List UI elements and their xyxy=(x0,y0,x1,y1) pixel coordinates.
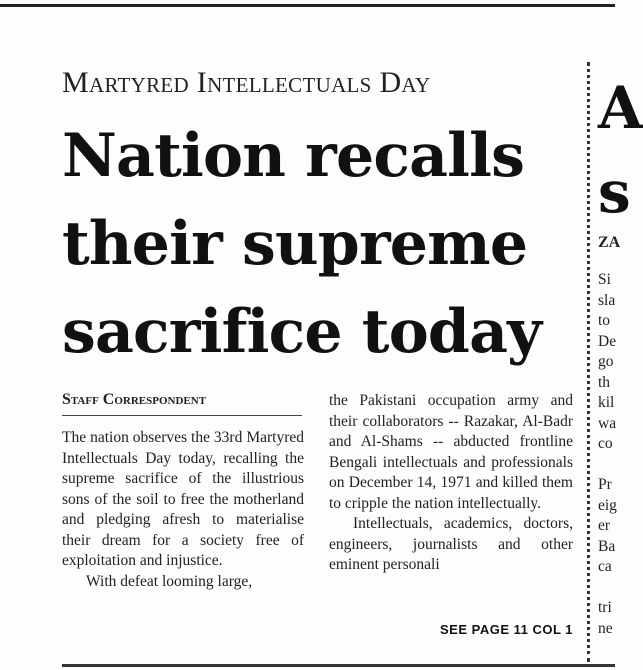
adjacent-line: eig xyxy=(598,496,617,514)
adjacent-line: De xyxy=(598,332,617,350)
adjacent-line: Pr xyxy=(598,476,612,493)
continued-jump-line: SEE PAGE 11 COL 1 xyxy=(439,622,573,637)
adjacent-line: ne xyxy=(598,619,613,637)
article-column-2 xyxy=(329,391,573,576)
adjacent-line: tri xyxy=(598,599,612,616)
adjacent-line xyxy=(598,578,617,599)
adjacent-line: kil xyxy=(598,394,615,411)
adjacent-line xyxy=(598,455,617,476)
adjacent-line: Ba xyxy=(598,537,616,555)
byline-text: Staff Correspondent xyxy=(62,391,207,408)
paragraph: Intellectuals, academics, doctors, engineers, journalists and other eminent personali xyxy=(329,515,573,573)
column-divider xyxy=(587,62,590,662)
adjacent-byline: ZA xyxy=(598,234,621,251)
adjacent-line: wa xyxy=(598,414,617,432)
paragraph: the Pakistani occupation army and their collaborators -- Razakar, Al-Badr and Al-Shams -- abducted frontline Bengali intellectuals and professionals on December 14, 1971 and killed them to cripple the nation intellectually. xyxy=(329,392,573,512)
article-column-1 xyxy=(62,428,304,592)
kicker-text: Martyred Intellectuals Day xyxy=(62,66,431,99)
adjacent-line: go xyxy=(598,353,614,370)
adjacent-line: Si xyxy=(598,271,611,288)
paragraph: The nation observes the 33rd Martyred Intellectuals Day today, recalling the supreme sacrifice of the illustrious sons of the soil to free the motherland and pledging afresh to materialise their dream for a society free of exploitation and injustice. xyxy=(62,429,304,569)
adjacent-headline-line-1: A xyxy=(598,74,643,142)
adjacent-line: er xyxy=(598,517,611,534)
adjacent-line: ca xyxy=(598,558,612,575)
adjacent-line: co xyxy=(598,435,613,452)
bottom-rule xyxy=(62,664,615,667)
top-rule xyxy=(0,4,615,7)
adjacent-line: sla xyxy=(598,291,616,309)
kicker xyxy=(62,66,430,100)
adjacent-line: th xyxy=(598,373,611,391)
headline: Nation recalls their supreme sacrifice today xyxy=(62,121,542,367)
adjacent-article-fragment xyxy=(598,62,643,662)
paragraph: With defeat looming large, xyxy=(86,572,253,590)
adjacent-text-lines xyxy=(598,270,617,639)
byline xyxy=(62,391,302,416)
adjacent-headline-line-2: s xyxy=(598,158,631,226)
adjacent-line: to xyxy=(598,312,611,329)
